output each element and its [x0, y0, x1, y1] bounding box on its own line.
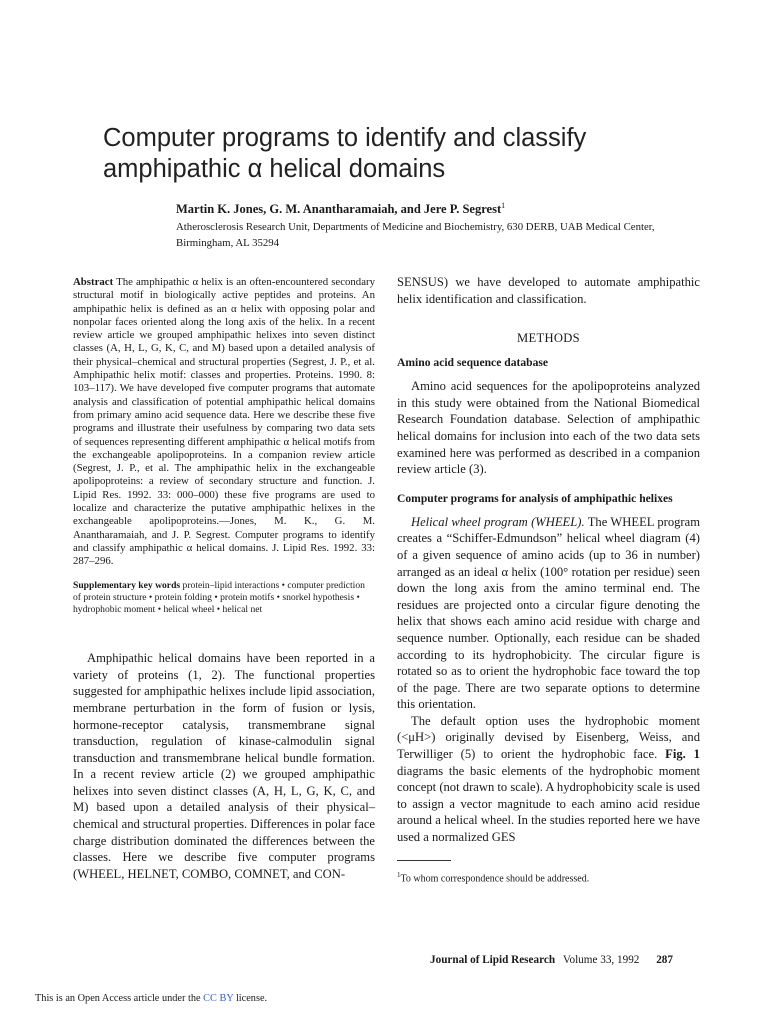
footnote [397, 869, 700, 885]
footnote-mark: 1 [397, 870, 401, 879]
journal-name: Journal of Lipid Research [430, 954, 556, 966]
open-access-prefix: This is an Open Access article under the [35, 993, 204, 1004]
page-number: 287 [656, 954, 673, 966]
amino-acid-paragraph: Amino acid sequences for the apolipoproteins analyzed in this study were obtained from the National Biomedical Research Foundation database. Selection of amphipathic helical domains for inclusion into each of the two data sets examined here was performed as described in a companion review article (3). [397, 379, 700, 477]
wheel-text: The WHEEL program creates a “Schiffer-Edmundson” helical wheel diagram (4) of a given sequence of amino acids (up to 36 in number) arranged as an ideal α helix (100° rotation per residue) seen down the long axis from the amino terminal end. The residues are projected onto a circular figure denoting the helix that shows each amino acid residue with charge and sequence number. Optionally, each residue can be shaded according to its hydrophobicity. The circular figure is rotated so as to orient the hydrophobic face toward the top of the page. There are two separate options to determine this orientation. [397, 514, 700, 712]
title-line-2: amphipathic α helical domains [103, 155, 446, 183]
key-words-label: Supplementary key words [73, 579, 181, 591]
abstract-label: Abstract [73, 276, 114, 288]
intro-continuation: SENSUS) we have developed to automate amphipathic helix identification and classification. [397, 275, 700, 306]
figure-1-reference[interactable]: Fig. 1 [665, 747, 700, 762]
open-access-suffix: license. [233, 993, 268, 1004]
author-note-mark: 1 [501, 201, 506, 210]
subhead-amino-acid-database: Amino acid sequence database [397, 356, 549, 370]
subhead-computer-programs: Computer programs for analysis of amphipathic helixes [397, 491, 673, 505]
default-option-paragraph [397, 713, 700, 846]
wheel-lead: Helical wheel program (WHEEL). [411, 514, 585, 529]
affiliation-line-1: Atherosclerosis Research Unit, Departments of Medicine and Biochemistry, 630 DERB, UAB Medical Center, [176, 221, 655, 233]
left-column [73, 276, 375, 882]
footnote-text: To whom correspondence should be addressed. [400, 872, 590, 884]
title-line-1: Computer programs to identify and classify [103, 124, 587, 152]
wheel-paragraph [397, 514, 700, 713]
abstract-text: The amphipathic α helix is an often-encountered secondary structural motif in biologically active peptides and proteins. An amphipathic helix is defined as an α helix with opposing polar and nonpolar faces oriented along the long axis of the helix. In a recent review article we grouped amphipathic helixes into seven distinct classes (A, H, L, G, K, C, and M) based upon a detailed analysis of their physical–chemical and structural properties (Segrest, J. P., et al. Amphipathic helix motif: classes and properties. Proteins. 1990. 8: 103–117). We have developed five computer programs that automate analysis and classification of potential amphipathic helical domains from primary amino acid sequence data. Here we describe these five programs and illustrate their usefulness by comparing two data sets of sequences representing different amphipathic α helical motifs from the exchangeable apolipoproteins. In a companion review article (Segrest, J. P., et al. The amphipathic helix in the exchangeable apolipoproteins: a review of secondary structure and function. J. Lipid Res. 1992. 33: 000–000) these five programs are used to localize and characterize the putative amphipathic helixes in the exchangeable apolipoproteins.—Jones, M. K., G. M. Anantharamaiah, and J. P. Segrest. Computer programs to identify and classify amphipathic α helical domains. J. Lipid Res. 1992. 33: 287–296. [73, 276, 375, 568]
author-list [176, 201, 505, 217]
open-access-notice [35, 993, 267, 1004]
default-text-after: diagrams the basic elements of the hydrophobic moment concept (not drawn to scale). A hydrophobicity scale is used to assign a vector magnitude to each amino acid residue around a helical wheel. In the studies reported here we have used a normalized GES [397, 763, 700, 845]
footnote-divider [397, 860, 451, 861]
abstract [73, 276, 375, 569]
journal-footer [430, 954, 673, 966]
authors-text: Martin K. Jones, G. M. Anantharamaiah, and Jere P. Segrest [176, 202, 502, 217]
methods-heading: METHODS [517, 331, 580, 346]
cc-by-link[interactable]: CC BY [203, 993, 234, 1004]
right-column [397, 274, 700, 885]
journal-volume: Volume 33, 1992 [562, 954, 640, 966]
affiliation-line-2: Birmingham, AL 35294 [176, 237, 280, 249]
default-text-before: The default option uses the hydrophobic moment (<μH>) originally devised by Eisenberg, Weiss, and Terwilliger (5) to orient the hydrophobic face. [397, 713, 700, 762]
intro-paragraph: Amphipathic helical domains have been reported in a variety of proteins (1, 2). The functional properties suggested for amphipathic helixes include lipid association, membrane perturbation in the form of fusion or lysis, hormone-receptor catalysis, transmembrane signal transduction, regulation of kinase-calmodulin signal transduction and transmembrane helical bundle formation. In a recent review article (2) we grouped amphipathic helixes into seven distinct classes (A, H, L, G, K, C, and M) based upon a detailed analysis of their physical–chemical and structural properties. Differences in polar face charge distribution dominated the differences between the classes. Here we describe five computer programs (WHEEL, HELNET, COMBO, COMNET, and CON- [73, 651, 375, 881]
key-words-text: protein–lipid interactions • computer prediction of protein structure • protein folding • protein motifs • snorkel hypothesis • hydrophobic moment • helical wheel • helical net [73, 579, 365, 615]
key-words [73, 580, 375, 617]
article-title [103, 123, 663, 185]
affiliation [176, 219, 716, 251]
